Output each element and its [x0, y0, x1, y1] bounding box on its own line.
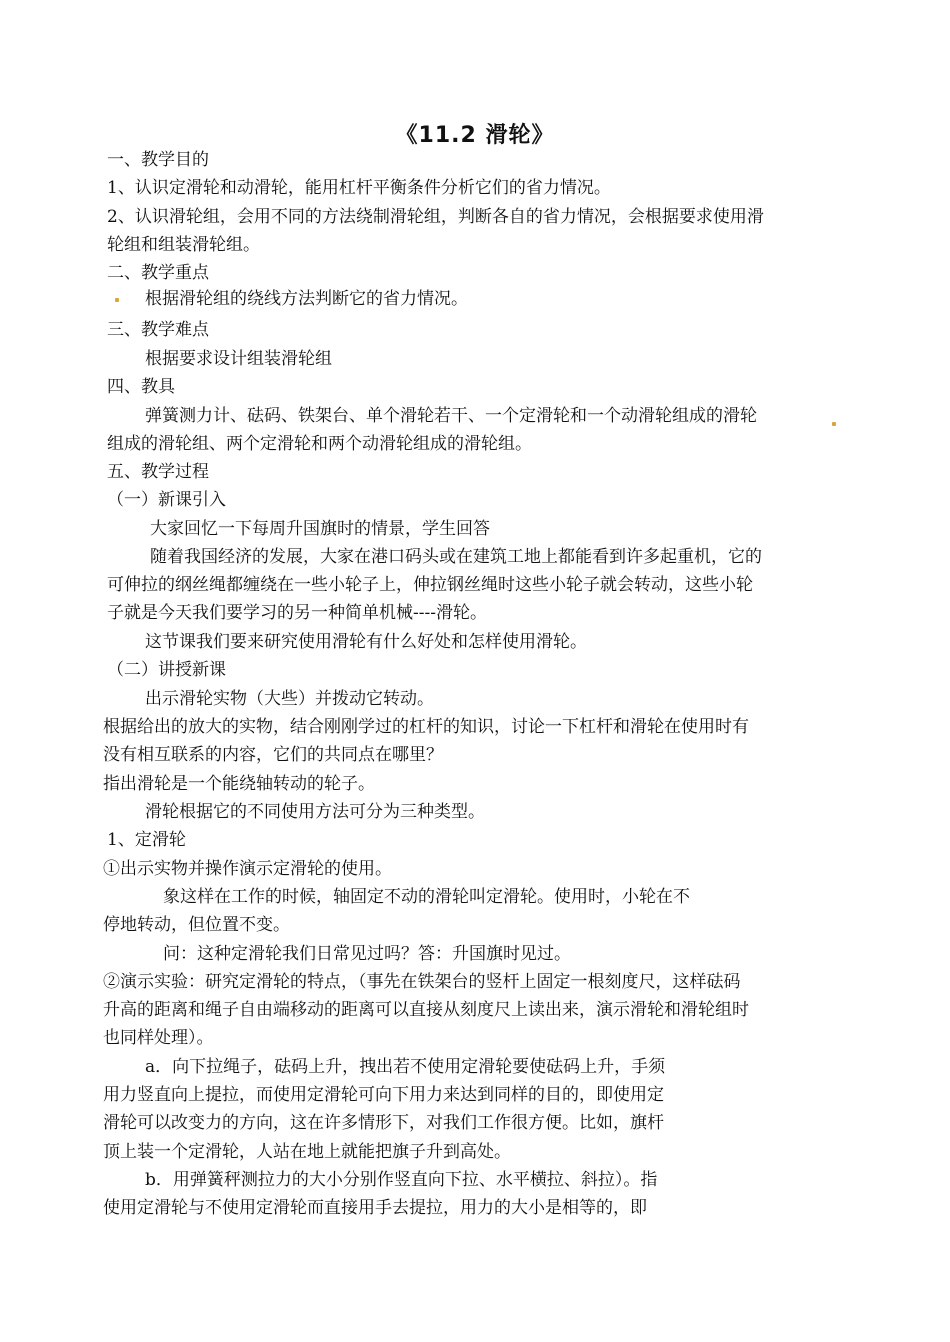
section-heading: 一、教学目的: [107, 150, 209, 170]
paragraph-line: 停地转动，但位置不变。: [103, 915, 290, 935]
section-heading: 四、教具: [107, 377, 175, 397]
paragraph-line: 滑轮可以改变力的方向，这在许多情形下，对我们工作很方便。比如，旗杆: [103, 1113, 664, 1133]
paragraph-line: 象这样在工作的时候，轴固定不动的滑轮叫定滑轮。使用时，小轮在不: [163, 887, 690, 907]
paragraph-line: 问：这种定滑轮我们日常见过吗？答：升国旗时见过。: [163, 944, 571, 964]
subsection-heading: （二）讲授新课: [107, 660, 226, 680]
paragraph-line: 弹簧测力计、砝码、铁架台、单个滑轮若干、一个定滑轮和一个动滑轮组成的滑轮: [145, 406, 757, 426]
paragraph-line: 随着我国经济的发展，大家在港口码头或在建筑工地上都能看到许多起重机，它的: [150, 547, 762, 567]
paragraph-line: 滑轮根据它的不同使用方法可分为三种类型。: [145, 802, 485, 822]
paragraph-line: 用力竖直向上提拉，而使用定滑轮可向下用力来达到同样的目的，即使用定: [103, 1085, 664, 1105]
paragraph-line: 根据给出的放大的实物，结合刚刚学过的杠杆的知识，讨论一下杠杆和滑轮在使用时有: [103, 717, 749, 737]
paragraph-line: a．向下拉绳子，砝码上升，拽出若不使用定滑轮要使砝码上升，手须: [145, 1057, 666, 1077]
section-heading: 三、教学难点: [107, 320, 209, 340]
subsection-heading: 1、定滑轮: [107, 830, 186, 850]
paragraph-line: 子就是今天我们要学习的另一种简单机械----滑轮。: [107, 603, 487, 623]
paragraph-line: 组成的滑轮组、两个定滑轮和两个动滑轮组成的滑轮组。: [107, 434, 532, 454]
paragraph-line: 使用定滑轮与不使用定滑轮而直接用手去提拉，用力的大小是相等的，即: [103, 1198, 647, 1218]
paragraph-line: ①出示实物并操作演示定滑轮的使用。: [103, 859, 392, 879]
bullet-mark: [115, 298, 119, 302]
paragraph-line: 根据滑轮组的绕线方法判断它的省力情况。: [145, 289, 468, 309]
paragraph-line: 顶上装一个定滑轮，人站在地上就能把旗子升到高处。: [103, 1142, 511, 1162]
paragraph-line: 指出滑轮是一个能绕轴转动的轮子。: [103, 774, 375, 794]
subsection-heading: （一）新课引入: [107, 490, 226, 510]
paragraph-line: 大家回忆一下每周升国旗时的情景，学生回答: [150, 519, 490, 539]
paragraph-line: 根据要求设计组装滑轮组: [145, 349, 332, 369]
paragraph-line: ②演示实验：研究定滑轮的特点，（事先在铁架台的竖杆上固定一根刻度尺，这样砝码: [103, 972, 741, 992]
paragraph-line: 这节课我们要来研究使用滑轮有什么好处和怎样使用滑轮。: [145, 632, 587, 652]
paragraph-line: 1、认识定滑轮和动滑轮，能用杠杆平衡条件分析它们的省力情况。: [107, 178, 611, 198]
section-heading: 五、教学过程: [107, 462, 209, 482]
paragraph-line: 轮组和组装滑轮组。: [107, 235, 260, 255]
paragraph-line: 也同样处理）。: [103, 1028, 214, 1048]
paragraph-line: 升高的距离和绳子自由端移动的距离可以直接从刻度尺上读出来，演示滑轮和滑轮组时: [103, 1000, 749, 1020]
paragraph-line: b．用弹簧秤测拉力的大小分别作竖直向下拉、水平横拉、斜拉）。指: [145, 1170, 658, 1190]
document-title: 《11.2 滑轮》: [395, 123, 555, 148]
paragraph-line: 没有相互联系的内容，它们的共同点在哪里？: [103, 745, 443, 765]
section-heading: 二、教学重点: [107, 263, 209, 283]
paragraph-line: 可伸拉的纲丝绳都缠绕在一些小轮子上，伸拉钢丝绳时这些小轮子就会转动，这些小轮: [107, 575, 753, 595]
paragraph-line: 2、认识滑轮组，会用不同的方法绕制滑轮组，判断各自的省力情况，会根据要求使用滑: [107, 207, 764, 227]
stray-mark: [832, 422, 836, 426]
paragraph-line: 出示滑轮实物（大些）并拨动它转动。: [145, 689, 434, 709]
